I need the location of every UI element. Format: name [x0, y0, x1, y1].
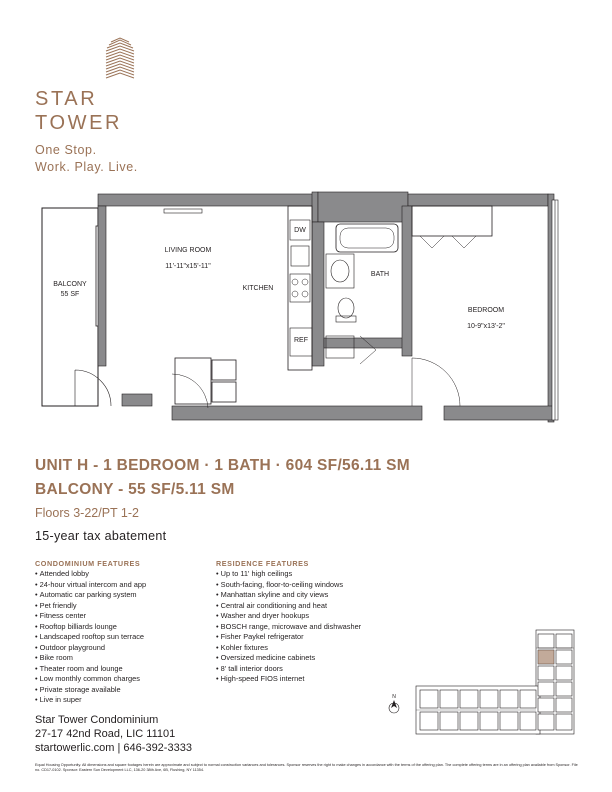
closet-door: [172, 374, 208, 408]
unit-balcony: BALCONY - 55 SF/5.11 SM: [35, 481, 235, 498]
list-item: • Fitness center: [35, 611, 146, 622]
kitchen-label: KITCHEN: [242, 285, 274, 292]
washer: [212, 360, 236, 380]
brand-name-line2: TOWER: [35, 112, 123, 134]
balcony-label: BALCONY: [53, 281, 87, 288]
sink: [291, 246, 309, 266]
tagline-line2: Work. Play. Live.: [35, 160, 138, 174]
site-plan: [388, 628, 580, 738]
living-room-label: LIVING ROOM: [164, 247, 212, 254]
contact-web-phone[interactable]: startowerlic.com | 646-392-3333: [35, 742, 192, 754]
entry-door: [75, 370, 111, 406]
residence-features-list: [216, 569, 361, 685]
list-item: • 8' tall interior doors: [216, 664, 361, 675]
ref-label: REF: [294, 337, 308, 344]
condominium-features-list: [35, 569, 146, 706]
legal-disclaimer: Equal Housing Opportunity. All dimensions and square footages herein are approximate and subject to normal construction variances and tolerances. Sponsor reserves the right to make changes in accordance with the terms of the offering plan. The complete offering terms are in an offering plan available from Sponsor. File no. CD17-0102. Sponsor: Eastern Sun Development LLC, 136-20 38th Ave, 6B, Flushing, NY 11354.: [35, 763, 578, 772]
residence-features-heading: RESIDENCE FEATURES: [216, 559, 309, 568]
tax-abatement: 15-year tax abatement: [35, 529, 167, 543]
list-item: • BOSCH range, microwave and dishwasher: [216, 622, 361, 633]
list-item: • Central air conditioning and heat: [216, 601, 361, 612]
list-item: • Washer and dryer hookups: [216, 611, 361, 622]
contact-address: 27-17 42nd Road, LIC 11101: [35, 728, 176, 740]
balcony-outline: [42, 208, 98, 406]
dw-label: DW: [294, 227, 306, 234]
north-label: N: [392, 694, 396, 700]
bath-label: BATH: [370, 271, 390, 278]
list-item: • Theater room and lounge: [35, 664, 146, 675]
list-item: • Attended lobby: [35, 569, 146, 580]
bedroom-label: BEDROOM: [467, 307, 505, 314]
list-item: • Up to 11' high ceilings: [216, 569, 361, 580]
list-item: • Landscaped rooftop sun terrace: [35, 632, 146, 643]
north-arrow: [389, 694, 399, 713]
vanity: [326, 254, 354, 288]
list-item: • 24-hour virtual intercom and app: [35, 580, 146, 591]
list-item: • Outdoor playground: [35, 643, 146, 654]
living-room-size: 11'-11"x15'-11": [165, 263, 211, 270]
list-item: • Bike room: [35, 653, 146, 664]
range: [290, 274, 310, 302]
list-item: • Live in super: [35, 695, 146, 706]
list-item: • High-speed FIOS internet: [216, 674, 361, 685]
balcony-size: 55 SF: [60, 291, 80, 298]
bedroom-door: [412, 358, 460, 406]
floor-plan: [40, 186, 580, 448]
list-item: • South-facing, floor-to-ceiling windows: [216, 580, 361, 591]
list-item: • Oversized medicine cabinets: [216, 653, 361, 664]
brand-name-line1: STAR: [35, 88, 98, 110]
chevron-building-icon: [98, 36, 144, 82]
condominium-features-heading: CONDOMINIUM FEATURES: [35, 559, 141, 568]
unit-highlight: [538, 650, 554, 664]
contact-name: Star Tower Condominium: [35, 714, 159, 726]
list-item: • Kohler fixtures: [216, 643, 361, 654]
list-item: • Fisher Paykel refrigerator: [216, 632, 361, 643]
bedroom-size: 10-9"x13'-2": [467, 323, 505, 330]
dryer: [212, 382, 236, 402]
list-item: • Rooftop billiards lounge: [35, 622, 146, 633]
vanity-sink: [331, 260, 349, 282]
tagline-line1: One Stop.: [35, 143, 97, 157]
toilet: [338, 298, 354, 318]
list-item: • Manhattan skyline and city views: [216, 590, 361, 601]
list-item: • Low monthly common charges: [35, 674, 146, 685]
list-item: • Pet friendly: [35, 601, 146, 612]
unit-floors: Floors 3-22/PT 1-2: [35, 506, 139, 520]
unit-title: UNIT H - 1 BEDROOM · 1 BATH · 604 SF/56.11 SM: [35, 457, 410, 474]
bedroom-closet: [412, 206, 492, 236]
list-item: • Private storage available: [35, 685, 146, 696]
list-item: • Automatic car parking system: [35, 590, 146, 601]
